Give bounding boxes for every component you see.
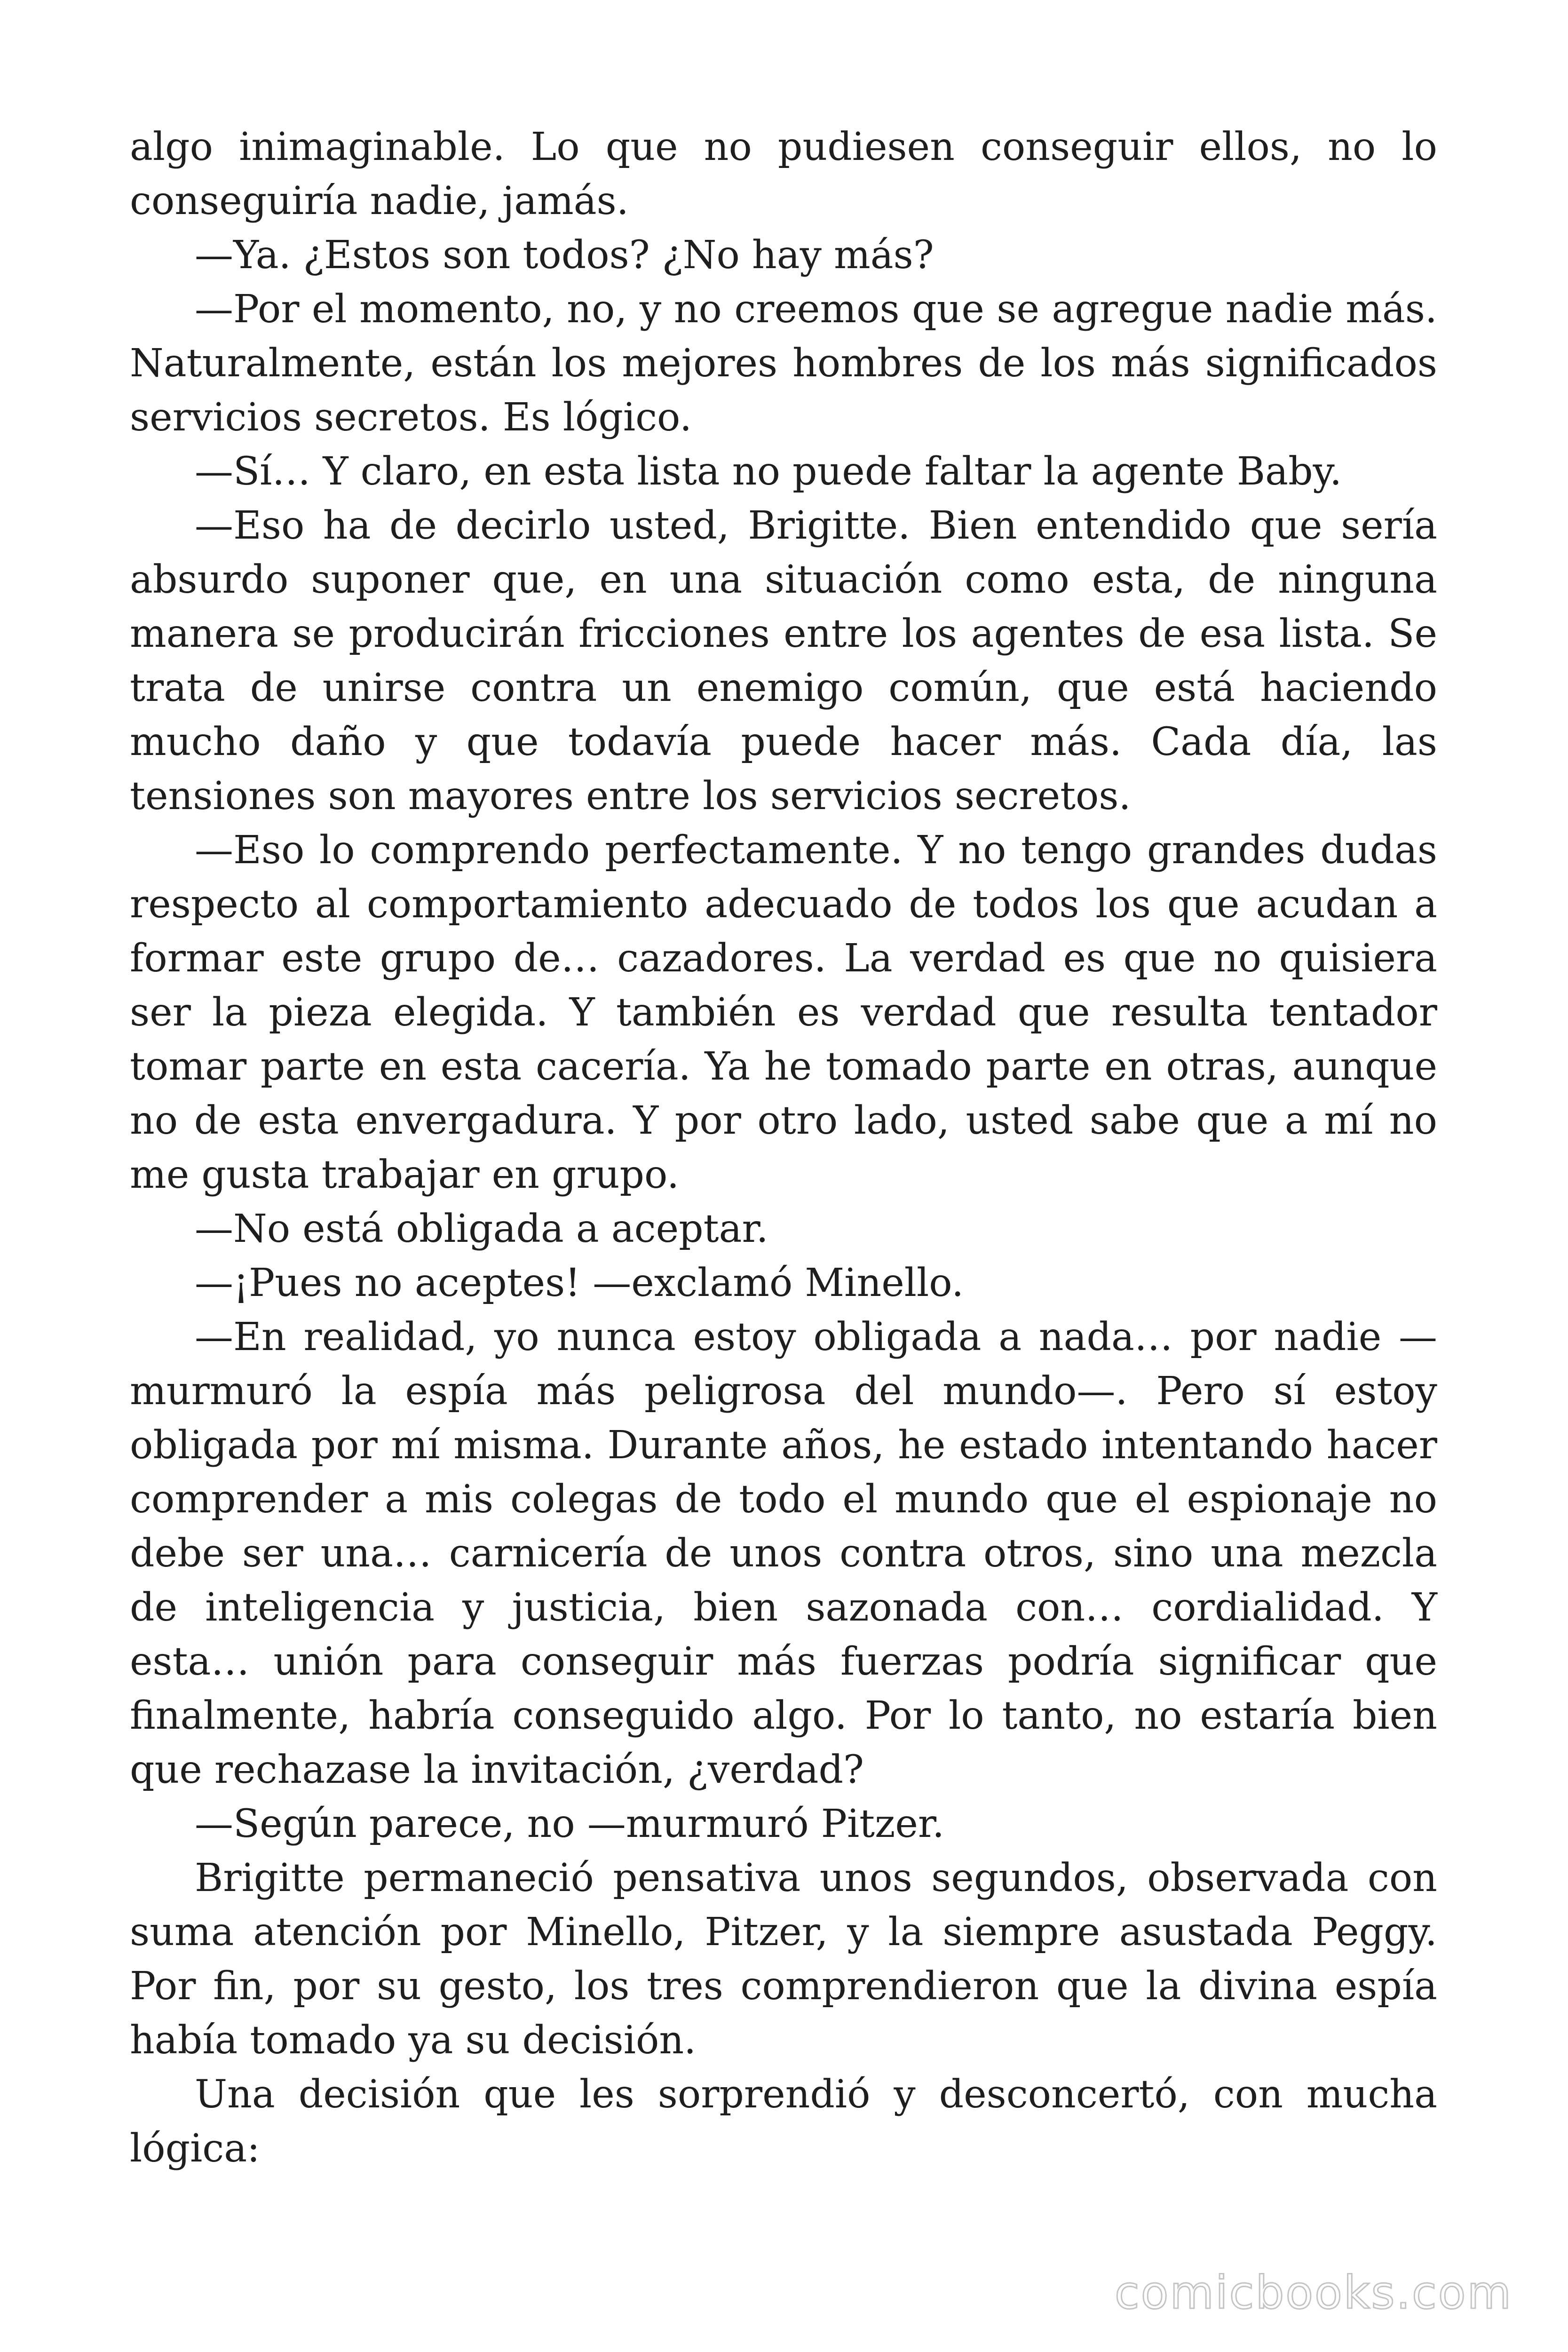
watermark-logo: comicbooks.com	[1114, 2266, 1513, 2319]
paragraph-7: —No está obligada a aceptar.	[195, 1207, 768, 1251]
body-text	[130, 120, 1437, 2176]
paragraph-2: —Ya. ¿Estos son todos? ¿No hay más?	[195, 233, 934, 278]
paragraph-12: Una decisión que les sorprendió y desconcertó, con mucha lógica:	[130, 2072, 1437, 2171]
paragraph-1: algo inimaginable. Lo que no pudiesen conseguir ellos, no lo conseguiría nadie, jamás.	[130, 125, 1437, 223]
paragraph-10: —Según parece, no —murmuró Pitzer.	[195, 1802, 945, 1846]
paragraph-6: —Eso lo comprendo perfectamente. Y no tengo grandes dudas respecto al comportamiento adecuado de todos los que acudan a formar este grupo de… cazadores. La verdad es que no quisiera ser la pieza elegida. Y también es verdad que resulta tentador tomar parte en esta cacería. Ya he tomado parte en otras, aunque no de esta envergadura. Y por otro lado, usted sabe que a mí no me gusta trabajar en grupo.	[130, 828, 1437, 1197]
paragraph-8: —¡Pues no aceptes! —exclamó Minello.	[195, 1261, 964, 1305]
paragraph-5: —Eso ha de decirlo usted, Brigitte. Bien entendido que sería absurdo suponer que, en una situación como esta, de ninguna manera se producirán fricciones entre los agentes de esa lista. Se trata de unirse contra un enemigo común, que está haciendo mucho daño y que todavía puede hacer más. Cada día, las tensiones son mayores entre los servicios secretos.	[130, 503, 1437, 818]
paragraph-11: Brigitte permaneció pensativa unos segundos, observada con suma atención por Minello, Pitzer, y la siempre asustada Peggy. Por fin, por su gesto, los tres comprendieron que la divina espía había tomado ya su decisión.	[130, 1856, 1437, 2063]
paragraph-3: —Por el momento, no, y no creemos que se agregue nadie más. Naturalmente, están los mejores hombres de los más significados servicios secretos. Es lógico.	[130, 287, 1437, 440]
paragraph-9: —En realidad, yo nunca estoy obligada a nada… por nadie —murmuró la espía más peligrosa del mundo—. Pero sí estoy obligada por mí misma. Durante años, he estado intentando hacer comprender a mis colegas de todo el mundo que el espionaje no debe ser una… carnicería de unos contra otros, sino una mezcla de inteligencia y justicia, bien sazonada con… cordialidad. Y esta… unión para conseguir más fuerzas podría significar que finalmente, habría conseguido algo. Por lo tanto, no estaría bien que rechazase la invitación, ¿verdad?	[130, 1315, 1437, 1792]
paragraph-4: —Sí… Y claro, en esta lista no puede faltar la agente Baby.	[195, 449, 1342, 494]
